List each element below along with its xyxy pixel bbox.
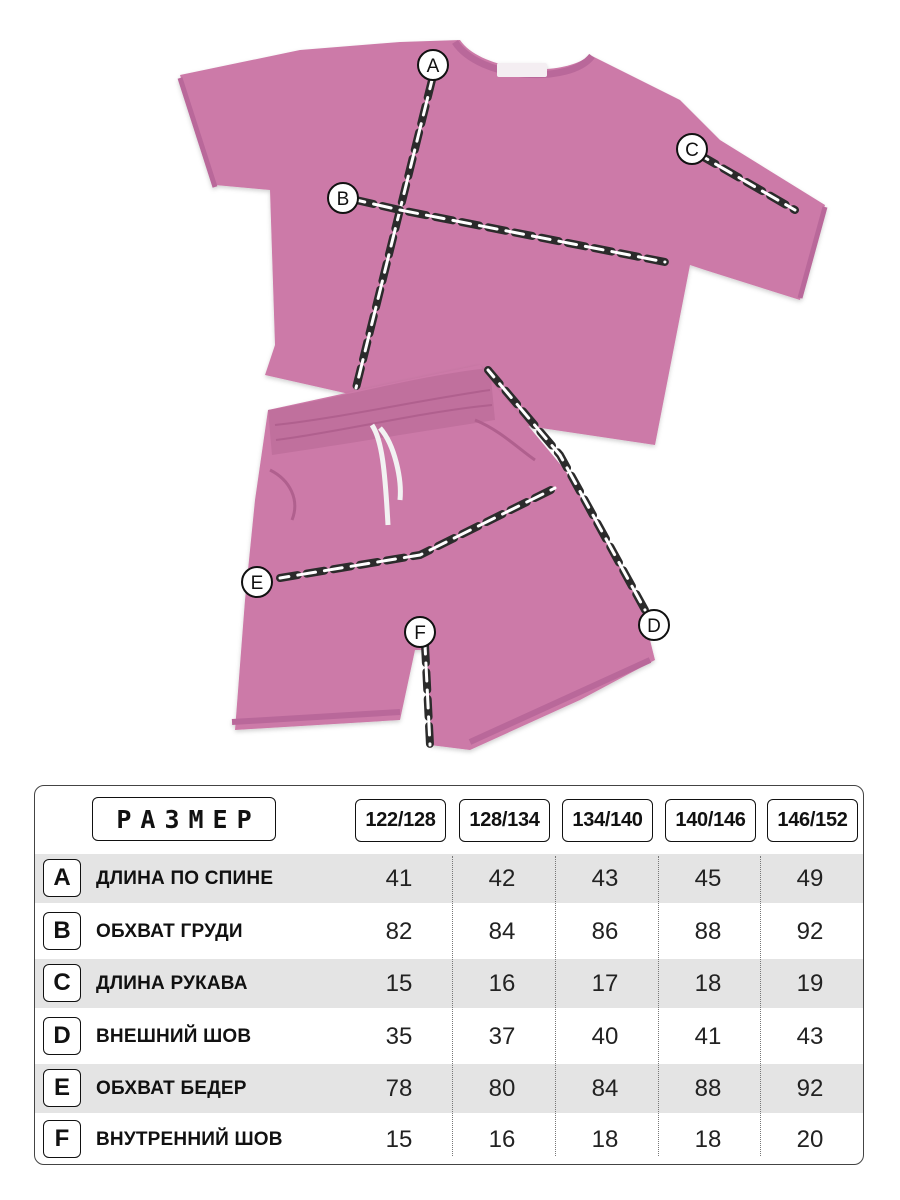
table-cell: 78 [385, 1074, 413, 1102]
size-header-3: 134/140 [562, 799, 653, 842]
table-cell: 16 [488, 1125, 516, 1153]
row-letter: F [43, 1120, 81, 1158]
row-letter: C [43, 964, 81, 1002]
svg-text:F: F [414, 623, 426, 644]
table-cell: 82 [385, 917, 413, 945]
marker-f [405, 617, 435, 647]
row-label: ВНУТРЕННИЙ ШОВ [96, 1128, 283, 1150]
table-cell: 18 [694, 1125, 722, 1153]
table-cell: 17 [591, 969, 619, 997]
marker-d [639, 610, 669, 640]
row-letter: E [43, 1069, 81, 1107]
table-cell: 41 [385, 864, 413, 892]
row-label: ОБХВАТ БЕДЕР [96, 1077, 247, 1099]
table-cell: 84 [488, 917, 516, 945]
table-cell: 49 [796, 864, 824, 892]
marker-b [328, 183, 358, 213]
table-cell: 42 [488, 864, 516, 892]
table-row [35, 907, 863, 956]
size-header-2: 128/134 [459, 799, 550, 842]
table-cell: 40 [591, 1022, 619, 1050]
svg-text:A: A [426, 56, 440, 77]
table-cell: 45 [694, 864, 722, 892]
size-header-4: 140/146 [665, 799, 756, 842]
row-letter: A [43, 859, 81, 897]
row-label: ВНЕШНИЙ ШОВ [96, 1025, 252, 1047]
row-label: ОБХВАТ ГРУДИ [96, 920, 243, 942]
column-divider [452, 856, 453, 1156]
marker-a [418, 50, 448, 80]
row-letter: D [43, 1017, 81, 1055]
table-cell: 84 [591, 1074, 619, 1102]
table-cell: 86 [591, 917, 619, 945]
size-header-1: 122/128 [355, 799, 446, 842]
table-cell: 88 [694, 917, 722, 945]
svg-text:D: D [647, 616, 661, 637]
table-row [35, 1115, 863, 1164]
table-row [35, 959, 863, 1008]
table-cell: 18 [694, 969, 722, 997]
row-letter: B [43, 912, 81, 950]
marker-e [242, 567, 272, 597]
row-label: ДЛИНА ПО СПИНЕ [96, 867, 274, 889]
size-title: РАЗМЕР [92, 797, 276, 841]
table-cell: 80 [488, 1074, 516, 1102]
table-cell: 92 [796, 917, 824, 945]
table-cell: 43 [796, 1022, 824, 1050]
size-header-5: 146/152 [767, 799, 858, 842]
table-cell: 41 [694, 1022, 722, 1050]
table-cell: 43 [591, 864, 619, 892]
table-row [35, 854, 863, 903]
table-cell: 92 [796, 1074, 824, 1102]
marker-c [677, 134, 707, 164]
table-header [35, 786, 863, 854]
row-label: ДЛИНА РУКАВА [96, 972, 248, 994]
table-cell: 88 [694, 1074, 722, 1102]
table-cell: 16 [488, 969, 516, 997]
table-cell: 15 [385, 1125, 413, 1153]
column-divider [658, 856, 659, 1156]
column-divider [760, 856, 761, 1156]
table-cell: 37 [488, 1022, 516, 1050]
column-divider [555, 856, 556, 1156]
svg-text:B: B [336, 189, 350, 210]
svg-text:E: E [250, 573, 264, 594]
table-cell: 15 [385, 969, 413, 997]
table-cell: 19 [796, 969, 824, 997]
table-cell: 35 [385, 1022, 413, 1050]
table-row [35, 1012, 863, 1061]
table-row [35, 1064, 863, 1113]
svg-text:C: C [685, 140, 699, 161]
table-cell: 20 [796, 1125, 824, 1153]
size-table [34, 785, 864, 1165]
table-cell: 18 [591, 1125, 619, 1153]
